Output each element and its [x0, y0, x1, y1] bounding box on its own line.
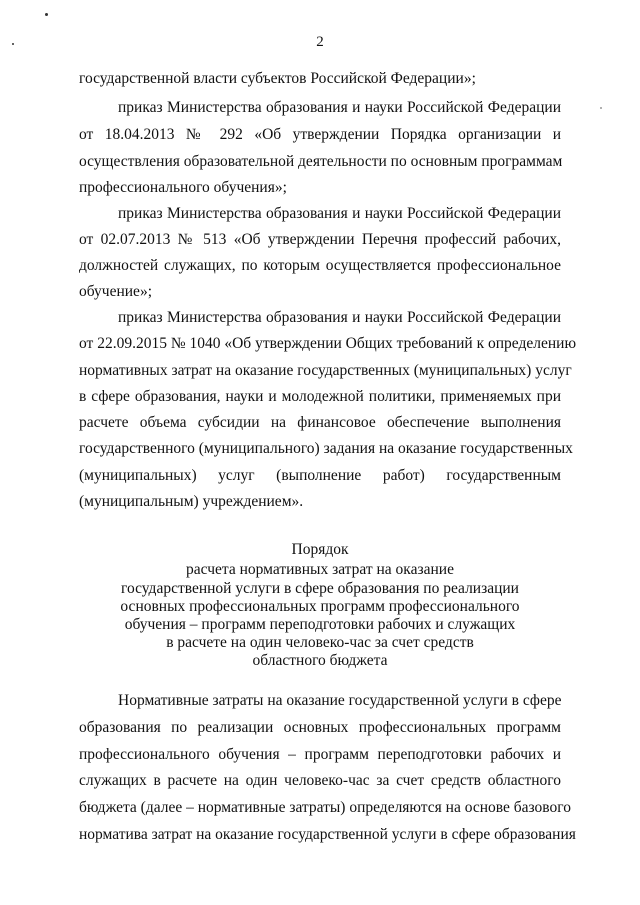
- text-line: от 02.07.2013 № 513 «Об утверждении Перечня профессий рабочих,: [79, 231, 561, 248]
- text-line: государственного (муниципального) задания на оказание государственных: [79, 440, 573, 457]
- text-line: от 18.04.2013 № 292 «Об утверждении Порядка организации и: [79, 126, 561, 143]
- text-line: государственной власти субъектов Российской Федерации»;: [79, 70, 476, 87]
- text-line: профессионального обучения – программ переподготовки рабочих и: [79, 746, 561, 763]
- text-line: Нормативные затраты на оказание государственной услуги в сфере: [118, 692, 562, 709]
- text-line: расчете объема субсидии на финансовое обеспечение выполнения: [79, 414, 561, 431]
- section-title-line: в расчете на один человеко-час за счет средств: [166, 634, 474, 651]
- text-line: нормативных затрат на оказание государственных (муниципальных) услуг: [79, 362, 572, 379]
- scan-speck: [600, 107, 602, 109]
- section-title-line: государственной услуги в сфере образования по реализации: [121, 580, 519, 597]
- text-line: бюджета (далее – нормативные затраты) определяются на основе базового: [79, 799, 571, 816]
- text-line: служащих в расчете на один человеко-час за счет средств областного: [79, 772, 561, 789]
- section-title-line: обучения – программ переподготовки рабочих и служащих: [124, 616, 516, 633]
- text-line: профессионального обучения»;: [79, 179, 287, 196]
- section-title: Порядок: [291, 541, 349, 558]
- text-line: образования по реализации основных профессиональных программ: [79, 719, 561, 736]
- text-line: от 22.09.2015 № 1040 «Об утверждении Общих требований к определению: [79, 335, 577, 352]
- text-line: обучение»;: [79, 283, 152, 300]
- text-line: (муниципальных) услуг (выполнение работ) государственным: [79, 467, 561, 484]
- text-line: (муниципальным) учреждением».: [79, 493, 304, 510]
- text-line: приказ Министерства образования и науки Российской Федерации: [118, 205, 561, 222]
- page-number: 2: [316, 34, 324, 50]
- section-title-line: областного бюджета: [252, 652, 388, 669]
- text-line: в сфере образования, науки и молодежной политики, применяемых при: [79, 388, 561, 405]
- text-line: приказ Министерства образования и науки Российской Федерации: [118, 99, 561, 116]
- text-line: должностей служащих, по которым осуществляется профессиональное: [79, 257, 561, 274]
- section-title-line: основных профессиональных программ профессионального: [120, 598, 520, 615]
- text-line: норматива затрат на оказание государственной услуги в сфере образования: [79, 826, 576, 843]
- section-title-line: расчета нормативных затрат на оказание: [186, 561, 454, 578]
- scan-speck: [45, 13, 48, 16]
- text-line: осуществления образовательной деятельности по основным программам: [79, 153, 563, 170]
- text-line: приказ Министерства образования и науки Российской Федерации: [118, 309, 561, 326]
